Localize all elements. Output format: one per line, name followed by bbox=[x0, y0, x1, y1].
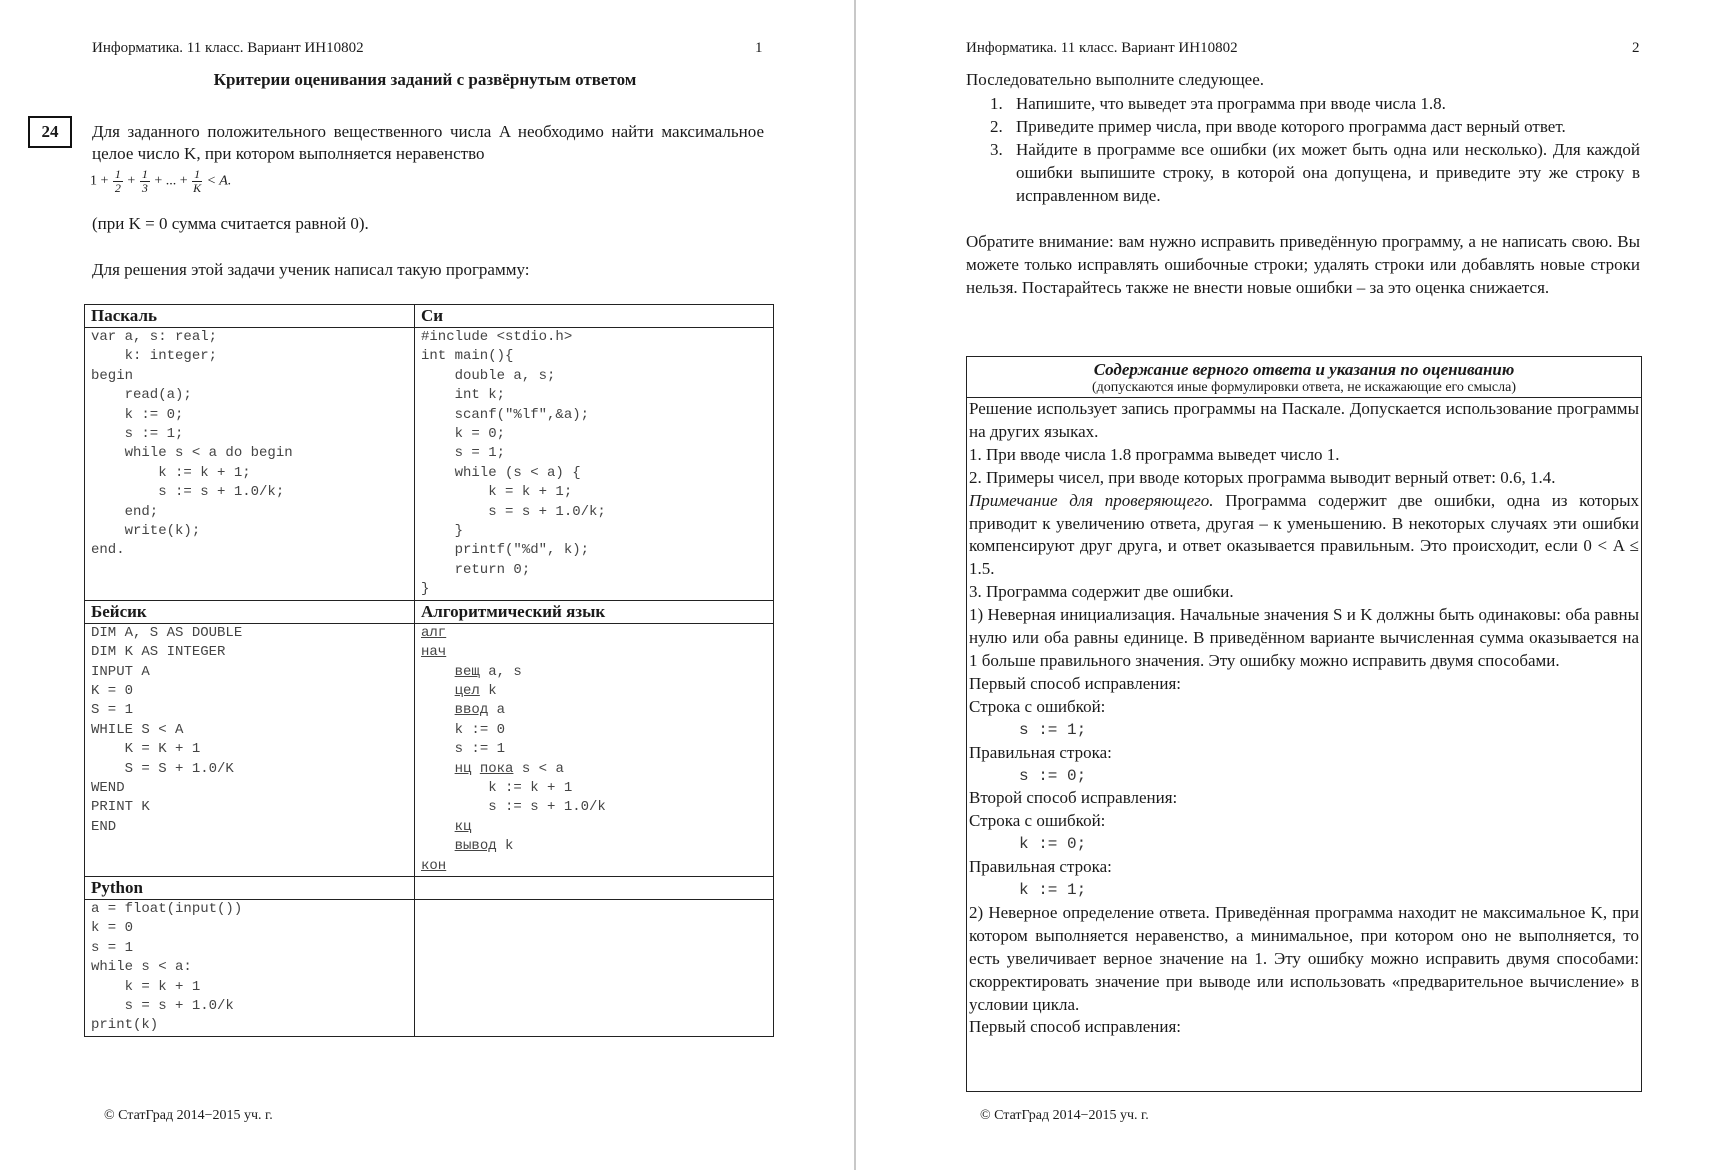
c-header: Си bbox=[415, 305, 774, 328]
pascal-cell bbox=[85, 328, 415, 601]
algo-keyword: вывод bbox=[454, 838, 497, 855]
correct-line-label: Правильная строка: bbox=[969, 857, 1112, 877]
program-table bbox=[84, 304, 774, 1037]
pascal-code: var a, s: real; k: integer; begin read(a); k := 0; s := 1; while s < a do begin k := k + 1; s := s + 1.0/k; end; write(k); end. bbox=[91, 329, 293, 559]
steps-list bbox=[966, 92, 1640, 207]
task-number-box: 24 bbox=[28, 116, 72, 148]
formula-dots: + ... + bbox=[154, 173, 188, 189]
python-header: Python bbox=[85, 876, 415, 899]
attention-note: Обратите внимание: вам нужно исправить приведённую программу, а не написать свою. Вы можете только исправлять ошибочные строки; удалять строки или добавлять новые строки нельзя. Постарайтесь также не внести новые ошибки – за это оценка снижается. bbox=[966, 232, 1640, 297]
formula-lead: 1 + bbox=[90, 173, 109, 189]
algo-code-line: s := 1 bbox=[454, 741, 506, 758]
page-footer: © СтатГрад 2014−2015 уч. г. bbox=[104, 1108, 273, 1123]
algo-keyword: кон bbox=[421, 857, 447, 874]
answer-item-1: 1. При вводе числа 1.8 программа выведет число 1. bbox=[969, 444, 1340, 464]
correct-code-line: k := 1; bbox=[1019, 881, 1087, 900]
algo-code-line: цел k bbox=[454, 682, 497, 699]
algo-code-line: вещ a, s bbox=[454, 663, 522, 680]
checker-note bbox=[969, 490, 1639, 582]
algo-code-line: s := s + 1.0/k bbox=[488, 799, 606, 816]
algo-code-line: k := k + 1 bbox=[488, 779, 573, 796]
error-code-line: k := 0; bbox=[1019, 835, 1087, 854]
fix-way-1: Первый способ исправления: bbox=[969, 673, 1181, 693]
page-header: Информатика. 11 класс. Вариант ИН10802 bbox=[92, 40, 364, 56]
checker-note-label: Примечание для проверяющего. bbox=[969, 490, 1214, 510]
algo-keyword: пока bbox=[479, 760, 514, 777]
algo-code-line: вывод k bbox=[454, 838, 514, 855]
formula-tail: < A. bbox=[206, 173, 232, 189]
error-2-text: 2) Неверное определение ответа. Приведённая программа находит не максимальное K, при котором выполняется неравенство, а минимальное, при котором оно не выполняется, то есть увеличивает верное значение на 1. Эту ошибку можно исправить двумя способами: скорректировать значение при выводе или использовать «предварительное вычисление» в условии цикла. bbox=[969, 902, 1639, 1014]
correct-line-label: Правильная строка: bbox=[969, 742, 1112, 762]
algo-keyword: вещ bbox=[454, 663, 480, 680]
task-note: (при K = 0 сумма считается равной 0). bbox=[92, 214, 369, 233]
page-number: 1 bbox=[755, 40, 763, 56]
algo-keyword: алг bbox=[421, 624, 447, 641]
answer-box-body bbox=[967, 398, 1641, 1039]
algo-keyword: нач bbox=[421, 644, 447, 661]
algo-keyword: нц bbox=[454, 760, 472, 777]
task-intro-program: Для решения этой задачи ученик написал такую программу: bbox=[92, 260, 530, 279]
algo-code bbox=[421, 624, 767, 876]
python-cell bbox=[85, 899, 415, 1036]
algo-header: Алгоритмический язык bbox=[415, 600, 774, 623]
c-cell bbox=[415, 328, 774, 601]
fix-way-2: Второй способ исправления: bbox=[969, 788, 1178, 808]
solution-text: Решение использует запись программы на Паскале. Допускается использование программы на других языках. bbox=[969, 399, 1639, 441]
error-1-text: 1) Неверная инициализация. Начальные значения S и K должны быть одинаковы: оба равны нулю или оба равны единице. В приведённом варианте вычисленная сумма оказывается на 1 больше правильного значения. Эту ошибку можно исправить двумя способами. bbox=[969, 605, 1639, 670]
algo-code-line bbox=[421, 624, 767, 643]
algo-keyword: цел bbox=[454, 682, 480, 699]
list-item: 2. Приведите пример числа, при вводе которого программа даст верный ответ. bbox=[990, 117, 1566, 136]
basic-header: Бейсик bbox=[85, 600, 415, 623]
error-line-label: Строка с ошибкой: bbox=[969, 811, 1106, 831]
list-item: 1. Напишите, что выведет эта программа при вводе числа 1.8. bbox=[990, 94, 1446, 113]
c-code: #include <stdio.h> int main(){ double a, s; int k; scanf("%lf",&a); k = 0; s = 1; while (s < a) { k = k + 1; s = s + 1.0/k; } printf("%d", k); return 0; } bbox=[421, 329, 606, 598]
list-item: 3. Найдите в программе все ошибки (их может быть одна или несколько). Для каждой ошибки выпишите строку, в которой она допущена, и приведите эту же строку в исправленном виде. bbox=[990, 140, 1640, 205]
algo-code-line: нц пока s < a bbox=[454, 760, 564, 777]
inequality-formula bbox=[90, 168, 231, 195]
answer-box-header bbox=[967, 357, 1641, 398]
answer-box bbox=[966, 356, 1642, 1092]
answer-item-3: 3. Программа содержит две ошибки. bbox=[969, 582, 1234, 602]
page-1 bbox=[0, 0, 854, 1170]
basic-cell bbox=[85, 623, 415, 876]
formula-plus: + bbox=[127, 173, 136, 189]
error-line-label: Строка с ошибкой: bbox=[969, 696, 1106, 716]
section-title: Критерии оценивания заданий с развёрнутым ответом bbox=[213, 70, 637, 89]
empty-cell bbox=[415, 899, 774, 1036]
algo-code-line: k := 0 bbox=[454, 721, 506, 738]
fraction: $\frac{1}{2}$ bbox=[114, 167, 121, 195]
answer-box-subtitle: (допускаются иные формулировки ответа, не искажающие его смысла) bbox=[1092, 380, 1516, 395]
page-footer: © СтатГрад 2014−2015 уч. г. bbox=[980, 1108, 1149, 1123]
basic-code: DIM A, S AS DOUBLE DIM K AS INTEGER INPUT A K = 0 S = 1 WHILE S < A K = K + 1 S = S + 1.0/K WEND PRINT K END bbox=[91, 624, 243, 835]
python-code: a = float(input()) k = 0 s = 1 while s < a: k = k + 1 s = s + 1.0/k print(k) bbox=[91, 900, 243, 1034]
fraction: $\frac{1}{3}$ bbox=[141, 167, 148, 195]
pascal-header: Паскаль bbox=[85, 305, 415, 328]
algo-code-line bbox=[421, 818, 767, 837]
correct-code-line: s := 0; bbox=[1019, 766, 1087, 785]
algo-cell bbox=[415, 623, 774, 876]
steps-intro: Последовательно выполните следующее. bbox=[966, 70, 1265, 89]
answer-item-2: 2. Примеры чисел, при вводе которых программа выводит верный ответ: 0.6, 1.4. bbox=[969, 467, 1556, 487]
empty-header bbox=[415, 876, 774, 899]
algo-code-line: ввод a bbox=[454, 702, 506, 719]
checker-note-text: Программа содержит две ошибки, одна из которых приводит к увеличению ответа, другая – к уменьшению. В некоторых случаях эти ошибки компенсируют друг друга, и ответ оказывается правильным. Это происходит, если 0 < A ≤ 1.5. bbox=[969, 490, 1639, 579]
fraction: $\frac{1}{K}$ bbox=[193, 167, 202, 195]
fix-way-1b: Первый способ исправления: bbox=[969, 1017, 1181, 1037]
algo-code-line bbox=[421, 643, 767, 662]
page-header: Информатика. 11 класс. Вариант ИН10802 bbox=[966, 40, 1238, 56]
task-statement: Для заданного положительного вещественного числа A необходимо найти максимальное целое число K, при котором выполняется неравенство bbox=[92, 122, 764, 163]
algo-keyword: ввод bbox=[454, 702, 489, 719]
page-number: 2 bbox=[1632, 40, 1640, 56]
algo-code-line bbox=[421, 857, 767, 876]
answer-box-title: Содержание верного ответа и указания по оцениванию bbox=[1093, 360, 1515, 379]
error-code-line: s := 1; bbox=[1019, 720, 1087, 739]
algo-keyword: кц bbox=[454, 818, 472, 835]
